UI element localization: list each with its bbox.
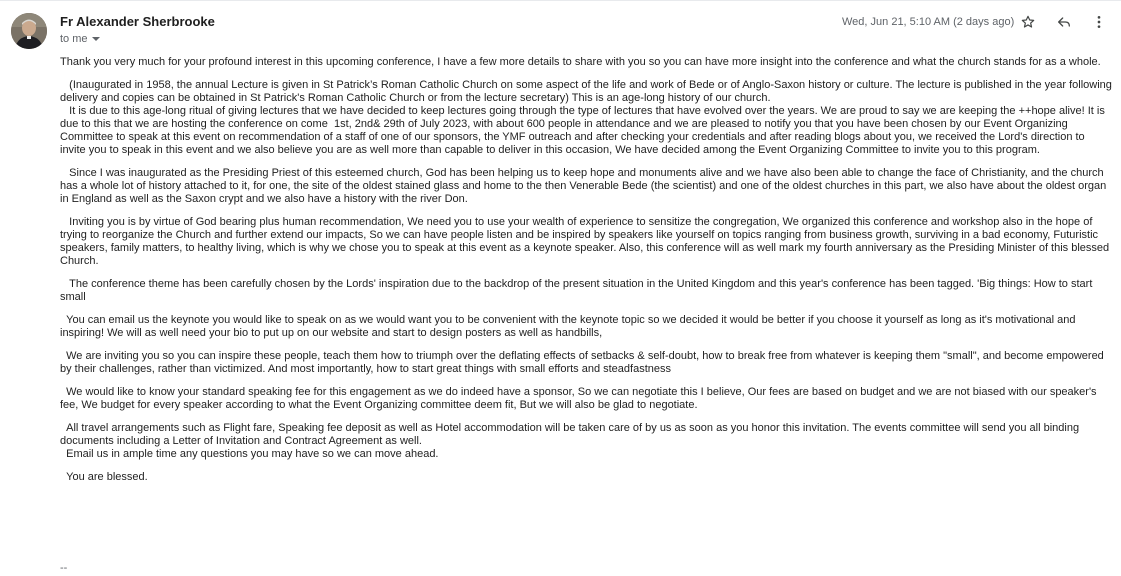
email-paragraph: We would like to know your standard speaking fee for this engagement as we do indeed have a sponsor, So we can negotiate this I believe, Our fees are based on budget and we are not biased with our speaker's fee, We budget for every speaker according to what the Event Organizing committee deem fit, But we will also be glad to negotiate. xyxy=(60,386,1100,411)
email-paragraph: We are inviting you so you can inspire these people, teach them how to triumph over the deflating effects of setbacks & self-doubt, how to break free from whatever is keeping them "small", and become empowered by their challenges, rather than victimized. And most importantly, how to start great things with small efforts and steadfastness xyxy=(60,350,1107,375)
email-paragraph: Inviting you is by virtue of God bearing plus human recommendation, We need you to use your wealth of experience to sensitize the congregation, We organized this conference and workshop also in the hope of trying to reorganize the Church and further extend our impacts, So we can have people listen and be inspired by speakers like yourself on topics ranging from business growth, surviving in a bad economy, Futuristic speakers, family matters, to healthy living, which is why we chose you to speak at this event as a keynote speaker. Also, this conference will as well mark my fourth anniversary as the Presiding Minister of this blessed Church. xyxy=(60,216,1113,267)
star-button[interactable] xyxy=(1018,12,1038,32)
email-paragraph: All travel arrangements such as Flight fare, Speaking fee deposit as well as Hotel accommodation will be taken care of by us as soon as you honor this invitation. The events committee will send you all binding documents including a Letter of Invitation and Contract Agreement as well. Email us in ample time any questions you may have so we can move ahead. xyxy=(60,422,1080,460)
email-paragraph: You can email us the keynote you would like to speak on as we would want you to be convenient with the keynote topic so we decided it would be better if you choose it yourself as long as it's motivational and inspiring! We will as well need your bio to put up on our website and start to design posters as well as handbills, xyxy=(60,314,1079,339)
star-icon xyxy=(1020,14,1036,30)
email-paragraph: Thank you very much for your profound interest in this upcoming conference, I have a few more details to share with you so you can have more insight into the conference and what the church stands for as a whole. xyxy=(60,56,1101,68)
email-paragraph: You are blessed. xyxy=(60,471,148,483)
recipient-label: to me xyxy=(60,33,88,45)
chevron-down-icon xyxy=(92,37,100,41)
sender-name[interactable]: Fr Alexander Sherbrooke xyxy=(60,14,215,29)
recipient-details-toggle[interactable] xyxy=(60,33,100,45)
email-paragraph: The conference theme has been carefully chosen by the Lords' inspiration due to the backdrop of the present situation in the United Kingdom and this year's conference has been tagged. 'Big things: How to start small xyxy=(60,278,1096,303)
sender-avatar[interactable] xyxy=(11,13,47,49)
top-divider xyxy=(0,0,1121,1)
more-vert-icon xyxy=(1091,14,1107,30)
email-date: Wed, Jun 21, 5:10 AM (2 days ago) xyxy=(842,16,1015,28)
email-paragraph: (Inaugurated in 1958, the annual Lecture is given in St Patrick’s Roman Catholic Church on some aspect of the life and work of Bede or of Anglo-Saxon history or culture. The lecture is published in the year following delivery and copies can be obtained in St Patrick's Roman Catholic Church or from the lecture secretary) This is an age-long history of our church. It is due to this age-long ritual of giving lectures that we have decided to keep lectures going through the type of lectures that have evolved over the years. We are proud to say we are keeping the ++hope alive! It is due to this that we are hosting the conference on come 1st, 2nd& 29th of July 2023, with about 600 people in attendance and we are pleased to notify you that you have been chosen by our Event Organizing Committee to speak at this event on recommendation of a staff of one of our sponsors, the YMF outreach and after checking your credentials and after reading blogs about you, we received the Lord's direction to invite you to speak in this event and we also believe you are as well more than capable to deliver in this occasion, We have decided among the Event Organizing Committee to invite you to this program. xyxy=(60,79,1112,156)
reply-icon xyxy=(1056,14,1072,30)
reply-button[interactable] xyxy=(1054,12,1074,32)
email-body xyxy=(60,56,1112,494)
more-options-button[interactable] xyxy=(1089,12,1109,32)
signature-separator: -- xyxy=(60,562,68,574)
email-paragraph: Since I was inaugurated as the Presiding Priest of this esteemed church, God has been helping us to keep hope and monuments alive and we have also been able to change the face of Christianity, and the church has a whole lot of history attached to it, for one, the site of the oldest stained glass and home to the then Venerable Bede (the scientist) and one of the oldest churches in this part, we also have about the oldest organ in England as well as the Saxon crypt and we also have a history with the river Don. xyxy=(60,167,1110,205)
